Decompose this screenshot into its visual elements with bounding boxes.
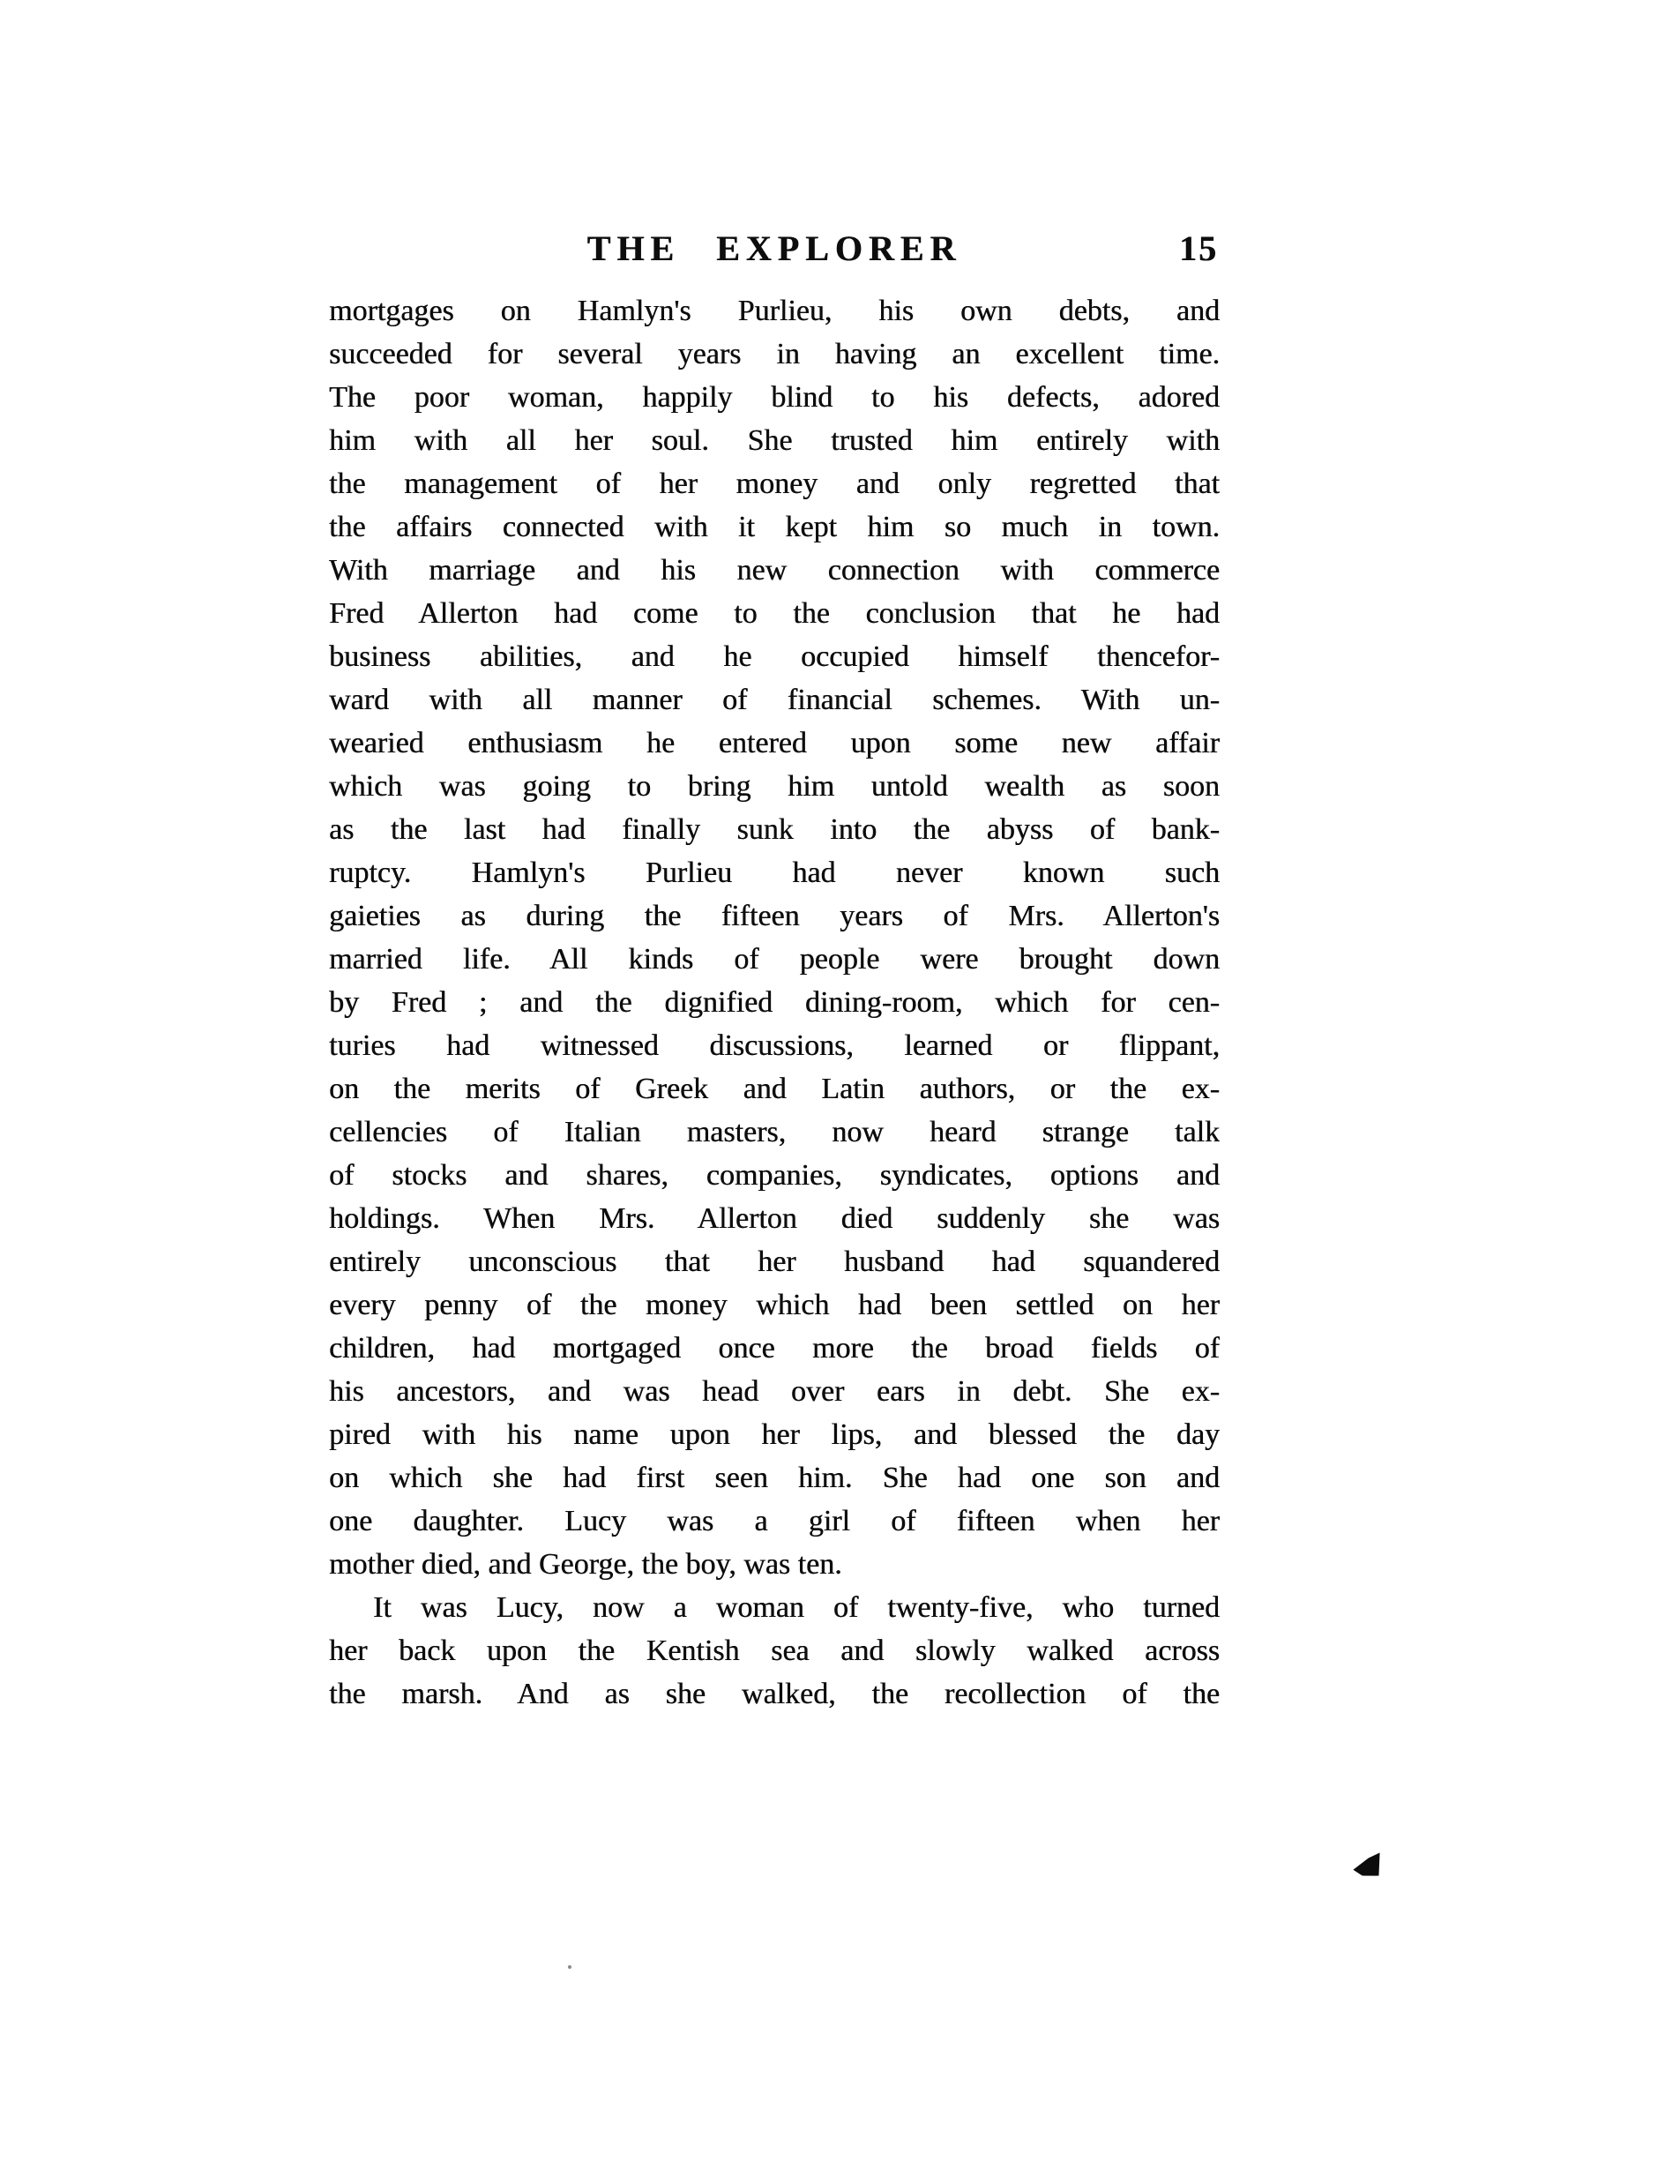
text-line: entirely unconscious that her husband had squandered xyxy=(329,1245,1220,1278)
text-line: business abilities, and he occupied himself thencefor- xyxy=(329,640,1220,673)
text-line: one daughter. Lucy was a girl of fifteen when her xyxy=(329,1505,1220,1537)
text-line: ward with all manner of financial schemes. With un- xyxy=(329,684,1220,716)
text-line: the affairs connected with it kept him so much in town. xyxy=(329,511,1220,543)
text-line: pired with his name upon her lips, and blessed the day xyxy=(329,1418,1220,1451)
text-line: as the last had finally sunk into the abyss of bank- xyxy=(329,813,1220,846)
text-line: him with all her soul. She trusted him entirely with xyxy=(329,424,1220,457)
text-line: wearied enthusiasm he entered upon some new affair xyxy=(329,727,1220,759)
text-line: children, had mortgaged once more the broad fields of xyxy=(329,1332,1220,1365)
text-line: gaieties as during the fifteen years of Mrs. Allerton's xyxy=(329,900,1220,932)
text-line: on the merits of Greek and Latin authors, or the ex- xyxy=(329,1073,1220,1105)
text-line: The poor woman, happily blind to his defects, adored xyxy=(329,381,1220,414)
text-line: cellencies of Italian masters, now heard strange talk xyxy=(329,1116,1220,1148)
paragraph xyxy=(329,1586,1220,1716)
running-title: THE EXPLORER xyxy=(586,228,962,268)
text-line: married life. All kinds of people were brought down xyxy=(329,943,1220,976)
text-line: her back upon the Kentish sea and slowly walked across xyxy=(329,1634,1220,1667)
text-line: of stocks and shares, companies, syndicates, options and xyxy=(329,1159,1220,1192)
text-line: by Fred ; and the dignified dining-room, which for cen- xyxy=(329,986,1220,1019)
text-line: the management of her money and only regretted that xyxy=(329,467,1220,500)
text-line: succeeded for several years in having an excellent time. xyxy=(329,338,1220,370)
text-line: the marsh. And as she walked, the recollection of the xyxy=(329,1678,1220,1710)
ink-smudge-mark xyxy=(1352,1852,1383,1878)
page-header xyxy=(329,228,1220,273)
paper-speck xyxy=(568,1965,571,1969)
text-line: on which she had first seen him. She had one son and xyxy=(329,1462,1220,1494)
paragraph xyxy=(329,289,1220,1586)
text-line: ruptcy. Hamlyn's Purlieu had never known such xyxy=(329,856,1220,889)
text-line: holdings. When Mrs. Allerton died suddenly she was xyxy=(329,1202,1220,1235)
text-line: With marriage and his new connection with commerce xyxy=(329,554,1220,587)
text-line: It was Lucy, now a woman of twenty-five, who turned xyxy=(373,1591,1220,1624)
text-line: Fred Allerton had come to the conclusion that he had xyxy=(329,597,1220,630)
text-line: turies had witnessed discussions, learned or flippant, xyxy=(329,1029,1220,1062)
text-line: which was going to bring him untold wealth as soon xyxy=(329,770,1220,803)
text-line: his ancestors, and was head over ears in debt. She ex- xyxy=(329,1375,1220,1408)
page-number: 15 xyxy=(1179,228,1218,268)
text-block xyxy=(329,289,1220,1716)
text-line: mortgages on Hamlyn's Purlieu, his own debts, and xyxy=(329,295,1220,327)
text-line: every penny of the money which had been settled on her xyxy=(329,1289,1220,1321)
text-line: mother died, and George, the boy, was ten. xyxy=(329,1548,842,1581)
